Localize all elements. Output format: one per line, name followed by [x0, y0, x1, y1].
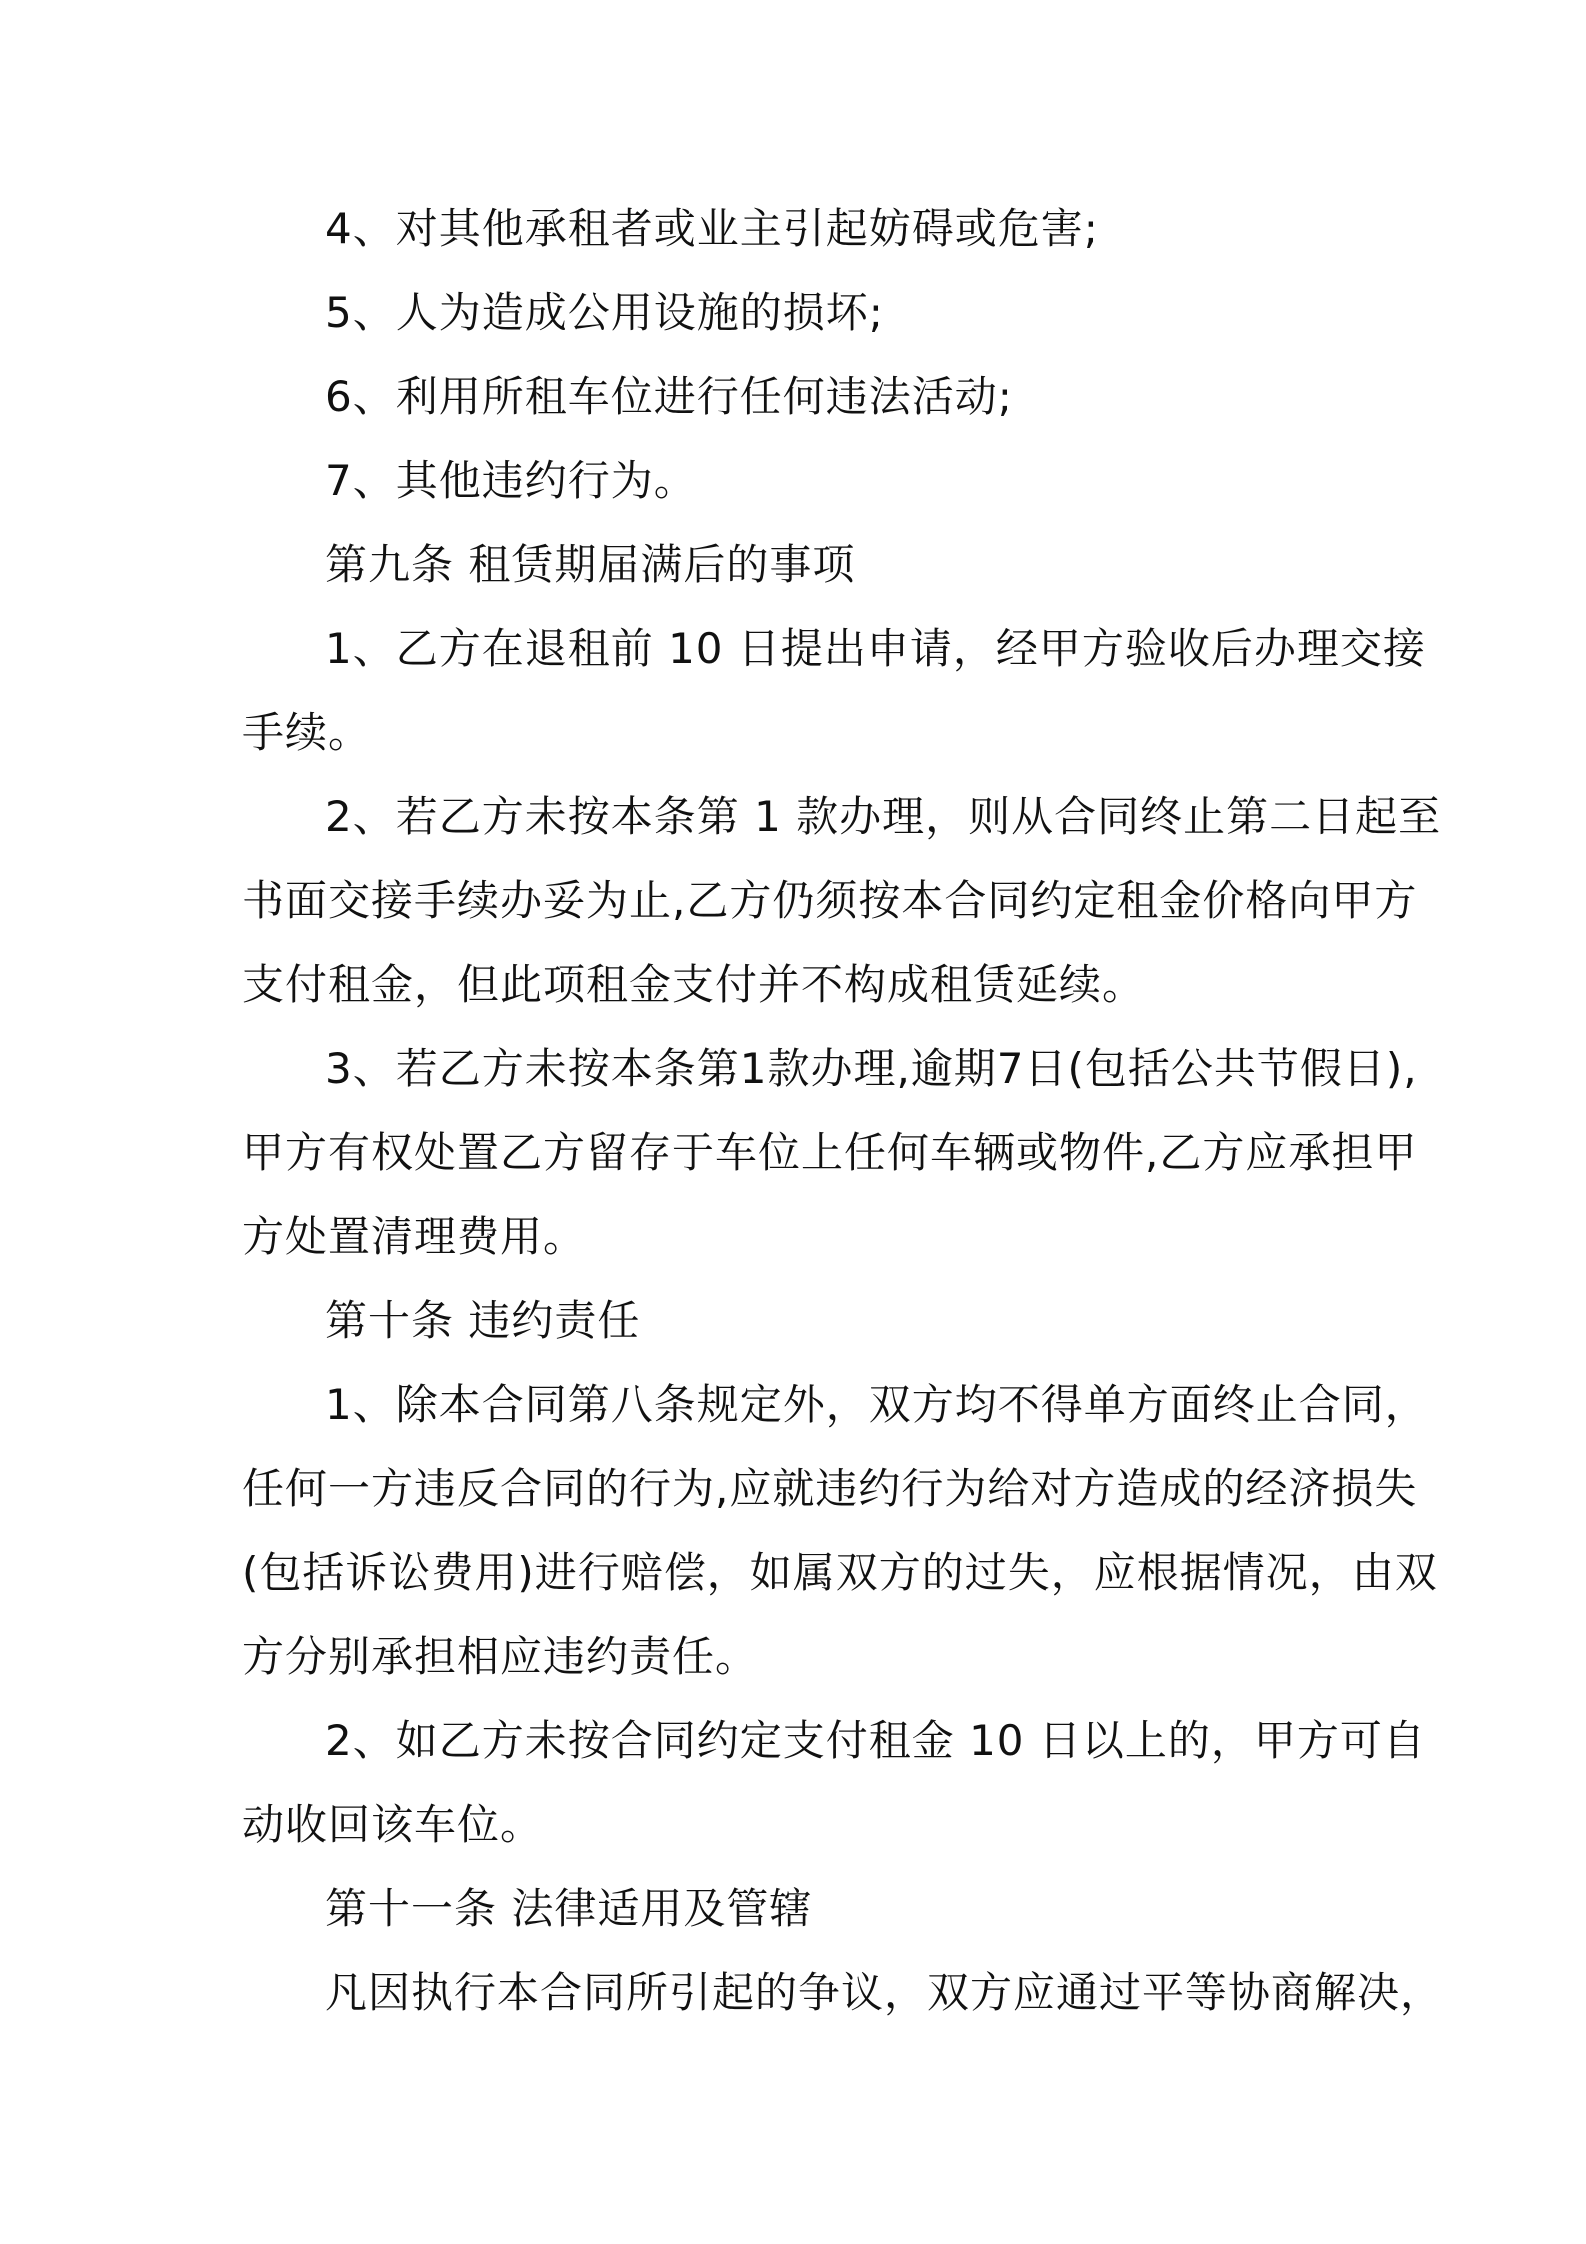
- article-9-para-3-line-3: 方处置清理费用。: [242, 1212, 587, 1261]
- clause-item-6: 6、利用所租车位进行任何违法活动;: [325, 372, 1013, 421]
- article-9-para-3-line-2: 甲方有权处置乙方留存于车位上任何车辆或物件,乙方应承担甲: [242, 1128, 1418, 1177]
- article-10-para-1-line-3: (包括诉讼费用)进行赔偿，如属双方的过失，应根据情况，由双: [242, 1548, 1438, 1597]
- article-9-para-1-line-1: 1、乙方在退租前 10 日提出申请，经甲方验收后办理交接: [325, 624, 1426, 673]
- clause-item-5: 5、人为造成公用设施的损坏;: [325, 288, 884, 337]
- article-10-para-2-line-1: 2、如乙方未按合同约定支付租金 10 日以上的，甲方可自: [325, 1716, 1426, 1765]
- article-10-para-1-line-4: 方分别承担相应违约责任。: [242, 1632, 759, 1681]
- clause-item-4: 4、对其他承租者或业主引起妨碍或危害;: [325, 204, 1099, 253]
- article-9-para-2-line-1: 2、若乙方未按本条第 1 款办理，则从合同终止第二日起至: [325, 792, 1442, 841]
- article-10-para-1-line-1: 1、除本合同第八条规定外，双方均不得单方面终止合同，: [325, 1380, 1428, 1429]
- article-10-para-1-line-2: 任何一方违反合同的行为,应就违约行为给对方造成的经济损失: [242, 1464, 1418, 1513]
- article-11-heading: 第十一条 法律适用及管辖: [325, 1884, 813, 1933]
- article-9-para-2-line-2: 书面交接手续办妥为止,乙方仍须按本合同约定租金价格向甲方: [242, 876, 1418, 925]
- article-10-heading: 第十条 违约责任: [325, 1296, 641, 1345]
- article-11-para-1-line-1: 凡因执行本合同所引起的争议，双方应通过平等协商解决，: [325, 1968, 1444, 2017]
- article-9-para-1-line-2: 手续。: [242, 708, 372, 757]
- article-10-para-2-line-2: 动收回该车位。: [242, 1800, 544, 1849]
- article-9-heading: 第九条 租赁期届满后的事项: [325, 540, 856, 589]
- clause-item-7: 7、其他违约行为。: [325, 456, 697, 505]
- article-9-para-2-line-3: 支付租金，但此项租金支付并不构成租赁延续。: [242, 960, 1146, 1009]
- article-9-para-3-line-1: 3、若乙方未按本条第1款办理,逾期7日(包括公共节假日),: [325, 1044, 1418, 1093]
